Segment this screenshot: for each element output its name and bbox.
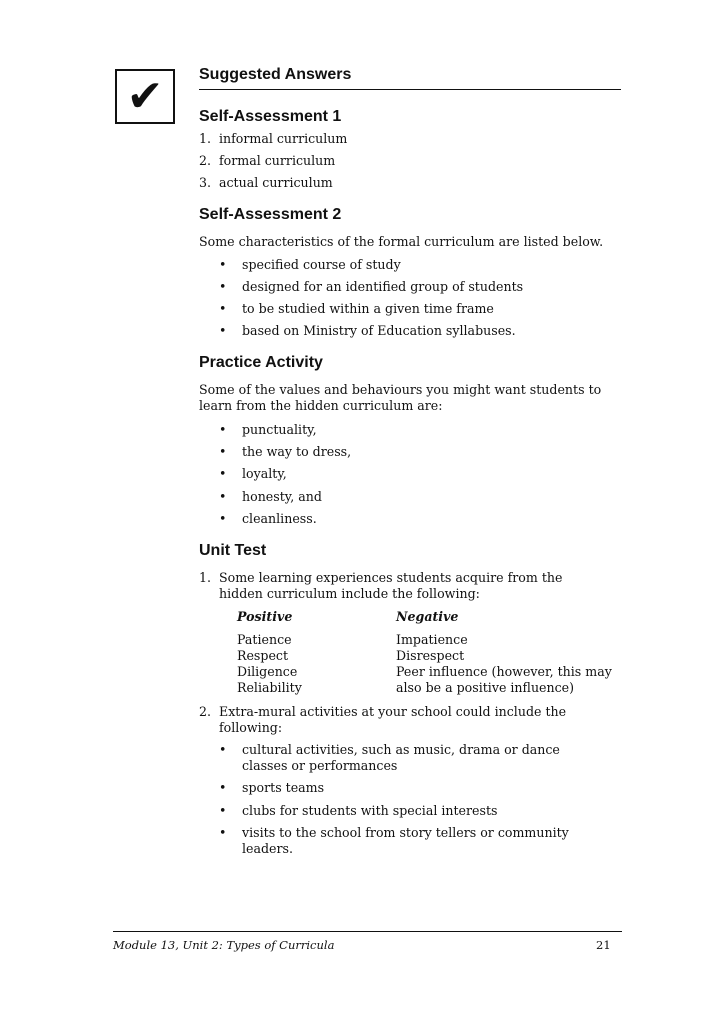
bullet-icon: • xyxy=(219,466,227,481)
practice-bullet: cleanliness. xyxy=(242,511,317,526)
practice-heading: Practice Activity xyxy=(199,354,323,371)
positive-cell: Reliability xyxy=(237,680,302,695)
practice-intro-line: Some of the values and behaviours you might want students to xyxy=(199,382,602,397)
negative-column-header: Negative xyxy=(396,609,459,624)
bullet-icon: • xyxy=(219,257,227,272)
bullet-icon: • xyxy=(219,511,227,526)
bullet-icon: • xyxy=(219,825,227,840)
q2-bullet-line: visits to the school from story tellers or community xyxy=(242,825,569,840)
q1-line: hidden curriculum include the following: xyxy=(219,586,480,601)
sa1-heading: Self-Assessment 1 xyxy=(199,108,342,125)
footer-divider xyxy=(113,931,622,932)
positive-cell: Diligence xyxy=(237,664,298,679)
sa2-bullet: specified course of study xyxy=(242,257,401,272)
sa1-item-number: 3. xyxy=(199,175,212,190)
bullet-icon: • xyxy=(219,489,227,504)
negative-cell: Peer influence (however, this may xyxy=(396,664,612,679)
negative-cell: Disrespect xyxy=(396,648,465,663)
sa1-item-text: actual curriculum xyxy=(219,175,333,190)
bullet-icon: • xyxy=(219,422,227,437)
sa1-item-text: formal curriculum xyxy=(219,153,336,168)
bullet-icon: • xyxy=(219,803,227,818)
bullet-icon: • xyxy=(219,301,227,316)
sa2-bullet: designed for an identified group of students xyxy=(242,279,524,294)
q2-bullet-line: cultural activities, such as music, drama or dance xyxy=(242,742,560,757)
q2-bullet-line: sports teams xyxy=(242,780,325,795)
practice-intro-line: learn from the hidden curriculum are: xyxy=(199,398,443,413)
q2-bullet-line: clubs for students with special interests xyxy=(242,803,498,818)
positive-column-header: Positive xyxy=(237,609,293,624)
page-title: Suggested Answers xyxy=(199,66,352,83)
bullet-icon: • xyxy=(219,279,227,294)
bullet-icon: • xyxy=(219,444,227,459)
sa1-item-text: informal curriculum xyxy=(219,131,348,146)
title-divider xyxy=(199,89,621,90)
q2-number: 2. xyxy=(199,704,212,719)
practice-bullet: punctuality, xyxy=(242,422,317,437)
positive-cell: Respect xyxy=(237,648,289,663)
sa1-item-number: 2. xyxy=(199,153,212,168)
q2-line: following: xyxy=(219,720,283,735)
checkmark-box xyxy=(115,69,175,124)
sa2-bullet: to be studied within a given time frame xyxy=(242,301,494,316)
q1-line: Some learning experiences students acquire from the xyxy=(219,570,563,585)
positive-cell: Patience xyxy=(237,632,292,647)
q1-number: 1. xyxy=(199,570,212,585)
q2-bullet-line: leaders. xyxy=(242,841,293,856)
practice-bullet: the way to dress, xyxy=(242,444,352,459)
bullet-icon: • xyxy=(219,742,227,757)
q2-line: Extra-mural activities at your school could include the xyxy=(219,704,567,719)
negative-cell: Impatience xyxy=(396,632,468,647)
practice-bullet: loyalty, xyxy=(242,466,287,481)
bullet-icon: • xyxy=(219,780,227,795)
footer-page-number: 21 xyxy=(596,938,611,952)
checkmark-icon: ✔ xyxy=(126,70,164,122)
unit-test-heading: Unit Test xyxy=(199,542,267,559)
sa2-intro: Some characteristics of the formal curriculum are listed below. xyxy=(199,234,604,249)
negative-cell: also be a positive influence) xyxy=(396,680,575,695)
bullet-icon: • xyxy=(219,323,227,338)
sa2-heading: Self-Assessment 2 xyxy=(199,206,342,223)
footer-module-title: Module 13, Unit 2: Types of Curricula xyxy=(113,938,335,952)
q2-bullet-line: classes or performances xyxy=(242,758,398,773)
sa1-item-number: 1. xyxy=(199,131,212,146)
practice-bullet: honesty, and xyxy=(242,489,322,504)
sa2-bullet: based on Ministry of Education syllabuses. xyxy=(242,323,516,338)
